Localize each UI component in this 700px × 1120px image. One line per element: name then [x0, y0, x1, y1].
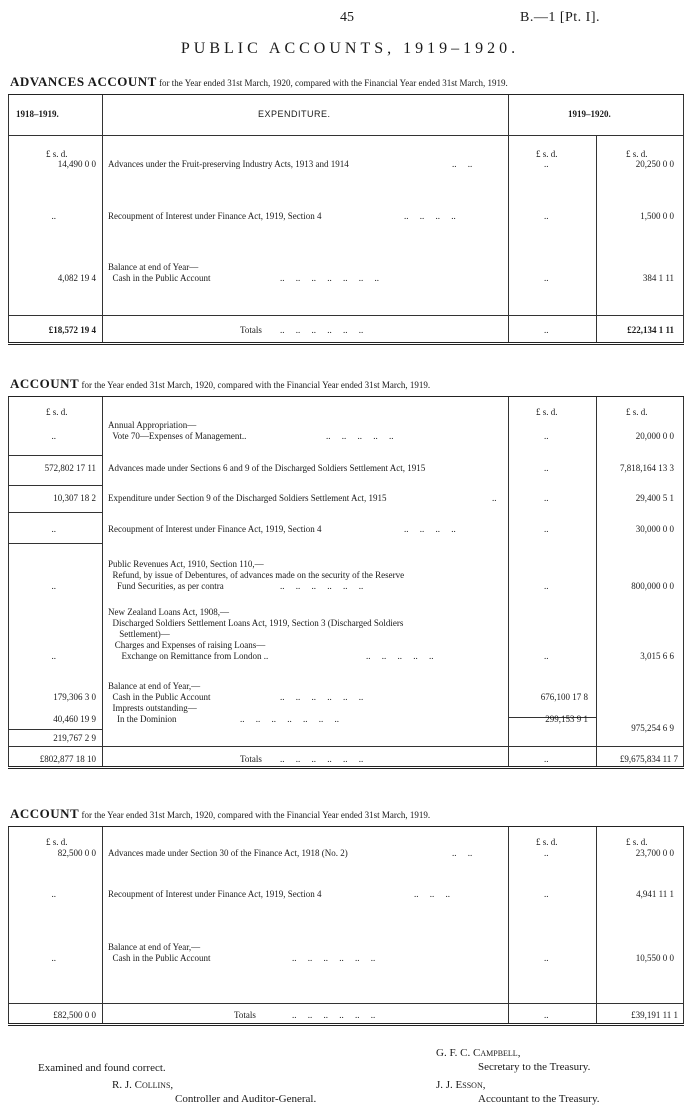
table-cell: 30,000 0 0: [635, 524, 674, 534]
section-1-table: 1918–1919. EXPENDITURE. 1919–1920. £ s. d. £ s. d. £ s. d. 14,490 0 0 Advances under the Fruit-preserving Industry Acts, 1913 and 1914 .. .. .. 20,250 0 0 .. Recoupment of Interest under Finance Act, 1919, Section 4 .. .. .. .. .. 1,500 0 0 4,082 19 4 Balance at end of Year— Cash in the Public Account .. .. .. .. .. .. .. .. 384 1 11 £18,572 19 4 Totals .. .. .. .. .. .. .. £22,134 1 11: [8, 94, 684, 345]
unit-curr-b: £ s. d.: [626, 149, 648, 159]
section-2-title-rest: for the Year ended 31st March, 1920, compared with the Financial Year ended 31st March, 1919.: [79, 380, 431, 390]
table-cell: 4,941 11 1: [636, 889, 674, 899]
unit-curr-b: £ s. d.: [626, 837, 648, 847]
table-cell: 20,000 0 0: [635, 431, 674, 441]
table-cell: ..: [544, 581, 549, 591]
table-row-desc: Advances made under Section 30 of the Finance Act, 1918 (No. 2): [108, 848, 348, 858]
campbell-title: Secretary to the Treasury.: [478, 1061, 591, 1073]
table-cell: ..: [544, 651, 549, 661]
table-cell: 10,550 0 0: [635, 953, 674, 963]
table-cell: 82,500 0 0: [57, 848, 96, 858]
table-cell: 7,818,164 13 3: [620, 463, 674, 473]
table-cell: ..: [51, 211, 56, 221]
table-cell: 572,802 17 11: [44, 463, 96, 473]
table-row-desc: Balance at end of Year— Cash in the Public Account: [108, 262, 211, 283]
table-row-desc: New Zealand Loans Act, 1908,— Discharged Soldiers Settlement Loans Act, 1919, Section 3 (Discharged Soldiers Settlement)— Charges and Expenses of raising Loans— Exchange on Remittance from London ..: [108, 607, 404, 661]
collins-name: R. J. Collins,: [112, 1079, 174, 1091]
section-1-title-bold: ADVANCES ACCOUNT: [10, 74, 157, 89]
document-reference: B.—1 [Pt. I].: [520, 10, 600, 25]
page-number: 45: [340, 10, 354, 25]
col-1919-header: 1919–1920.: [568, 109, 611, 119]
page-title: PUBLIC ACCOUNTS, 1919–1920.: [180, 40, 520, 57]
section-2-title-bold: ACCOUNT: [10, 376, 80, 391]
table-cell: ..: [544, 211, 549, 221]
table-row-desc: Advances made under Sections 6 and 9 of the Discharged Soldiers Settlement Act, 1915: [108, 463, 426, 473]
table-cell: ..: [544, 273, 549, 283]
total-prev: £18,572 19 4: [48, 325, 96, 335]
total-prev: £802,877 18 10: [39, 754, 96, 764]
table-cell: ..: [544, 889, 549, 899]
campbell-name: G. F. C. Campbell,: [436, 1047, 521, 1059]
col-1918-header: 1918–1919.: [16, 109, 59, 119]
table-cell: 384 1 11: [642, 273, 674, 283]
section-2-title: [10, 376, 430, 392]
table-cell: ..: [544, 463, 549, 473]
table-cell: ..: [544, 159, 549, 169]
total-a: ..: [544, 754, 549, 764]
table-cell: 676,100 17 8: [540, 692, 588, 702]
table-cell: ..: [544, 848, 549, 858]
balance-desc: Balance at end of Year,— Cash in the Public Account Imprests outstanding— In the Dominion: [108, 681, 211, 724]
totals-label: Totals: [240, 754, 262, 764]
table-cell: ..: [544, 493, 549, 503]
table-cell: 975,254 6 9: [631, 723, 674, 733]
table-cell: ..: [544, 953, 549, 963]
section-1-title: [10, 74, 508, 90]
section-3-title-bold: ACCOUNT: [10, 806, 80, 821]
table-cell: 23,700 0 0: [635, 848, 674, 858]
table-cell: ..: [544, 431, 549, 441]
section-3-title-rest: for the Year ended 31st March, 1920, compared with the Financial Year ended 31st March, 1919.: [79, 810, 431, 820]
table-cell: ..: [51, 651, 56, 661]
unit-prev: £ s. d.: [46, 149, 68, 159]
table-cell: ..: [51, 431, 56, 441]
table-row-desc: Public Revenues Act, 1910, Section 110,— Refund, by issue of Debentures, of advances made on the security of the Reserve Fund Securities, as per contra: [108, 559, 405, 591]
unit-curr-a: £ s. d.: [536, 407, 558, 417]
table-cell: 1,500 0 0: [640, 211, 674, 221]
unit-curr-b: £ s. d.: [626, 407, 648, 417]
esson-title: Accountant to the Treasury.: [478, 1093, 600, 1105]
collins-title: Controller and Auditor-General.: [175, 1093, 317, 1105]
table-cell: ..: [51, 581, 56, 591]
section-3-table: £ s. d. £ s. d. £ s. d. 82,500 0 0 Advances made under Section 30 of the Finance Act, 1918 (No. 2) .. .. .. 23,700 0 0 .. Recoupment of Interest under Finance Act, 1919, Section 4 .. .. .. .. 4,941 11 1 .. Balance at end of Year,— Cash in the Public Account .. .. .. .. .. .. .. 10,550 0 0 £82,500 0 0 Totals .. .. .. .. .. .. .. £39,191 11 1: [8, 826, 684, 1026]
total-b: £22,134 1 11: [627, 325, 674, 335]
table-row-desc: Recoupment of Interest under Finance Act, 1919, Section 4: [108, 211, 322, 221]
expenditure-header: EXPENDITURE.: [258, 109, 331, 119]
table-cell: 299,153 9 1: [545, 714, 588, 724]
table-cell: 40,460 19 9: [53, 714, 96, 724]
table-row-desc: Annual Appropriation— Vote 70—Expenses of Management..: [108, 420, 247, 441]
unit-prev: £ s. d.: [46, 837, 68, 847]
total-b: £39,191 11 1: [631, 1010, 678, 1020]
esson-name: J. J. Esson,: [436, 1079, 486, 1091]
table-cell: ..: [544, 524, 549, 534]
unit-prev: £ s. d.: [46, 407, 68, 417]
table-cell: 29,400 5 1: [635, 493, 674, 503]
totals-label: Totals: [234, 1010, 256, 1020]
table-row-desc: Advances under the Fruit-preserving Industry Acts, 1913 and 1914: [108, 159, 349, 169]
table-cell: 10,307 18 2: [53, 493, 96, 503]
table-cell: 3,015 6 6: [640, 651, 674, 661]
section-2-table: £ s. d. £ s. d. £ s. d. .. Annual Appropriation— Vote 70—Expenses of Management.. .. .. .. .. .. .. 20,000 0 0 572,802 17 11 Advances made under Sections 6 and 9 of the Discharged Soldiers Settlement Act, 1915 .. 7,818,164 13 3 10,307 18 2 Expenditure under Section 9 of the Discharged Soldiers Settlement Act, 1915 .. .. 29,400 5 1 .. Recoupment of Interest under Finance Act, 1919, Section 4 .. .. .. .. .. 30,000 0 0 .. Public Revenues Act, 1910, Section 110,— Refund, by issue of Debentures, of advances made on the security of the Reserve Fund Securities, as per contra .. .. .. .. .. .. .. 800,000 0 0 .. New Zealand Loans Act, 1908,— Discharged Soldiers Settlement Loans Act, 1919, Section 3 (Discharged Soldiers Settlement)— Charges and Expenses of raising Loans— Exchange on Remittance from London .. .. .. .. .. .. .. 3,015 6 6 Balance at end of Year,— Cash in the Public Account Imprests outstanding— In the Dominion .. .. .. .. .. .. .. .. .. .. .. .. .. 179,306 3 0 40,460 19 9 219,767 2 9 676,100 17 8 299,153 9 1 975,254 6 9 £802,877 18 10 Totals .. .. .. .. .. .. .. £9,675,834 11 7: [8, 396, 684, 769]
totals-label: Totals: [240, 325, 262, 335]
total-a: ..: [544, 1010, 549, 1020]
unit-curr-a: £ s. d.: [536, 149, 558, 159]
examined-note: Examined and found correct.: [38, 1062, 166, 1074]
table-cell: 800,000 0 0: [631, 581, 674, 591]
section-3-title: [10, 806, 430, 822]
table-row-desc: Recoupment of Interest under Finance Act, 1919, Section 4: [108, 524, 322, 534]
table-cell: 219,767 2 9: [53, 733, 96, 743]
table-cell: 179,306 3 0: [53, 692, 96, 702]
table-cell: ..: [51, 953, 56, 963]
table-cell: 14,490 0 0: [57, 159, 96, 169]
total-a: ..: [544, 325, 549, 335]
table-row-desc: Recoupment of Interest under Finance Act, 1919, Section 4: [108, 889, 322, 899]
table-row-desc: Expenditure under Section 9 of the Discharged Soldiers Settlement Act, 1915: [108, 493, 387, 503]
table-cell: 20,250 0 0: [635, 159, 674, 169]
table-cell: ..: [51, 889, 56, 899]
section-1-title-rest: for the Year ended 31st March, 1920, compared with the Financial Year ended 31st March, 1919.: [156, 78, 508, 88]
total-b: £9,675,834 11 7: [619, 754, 678, 764]
unit-curr-a: £ s. d.: [536, 837, 558, 847]
table-cell: ..: [51, 524, 56, 534]
table-row-desc: Balance at end of Year,— Cash in the Public Account: [108, 942, 211, 963]
total-prev: £82,500 0 0: [53, 1010, 96, 1020]
table-cell: 4,082 19 4: [57, 273, 96, 283]
